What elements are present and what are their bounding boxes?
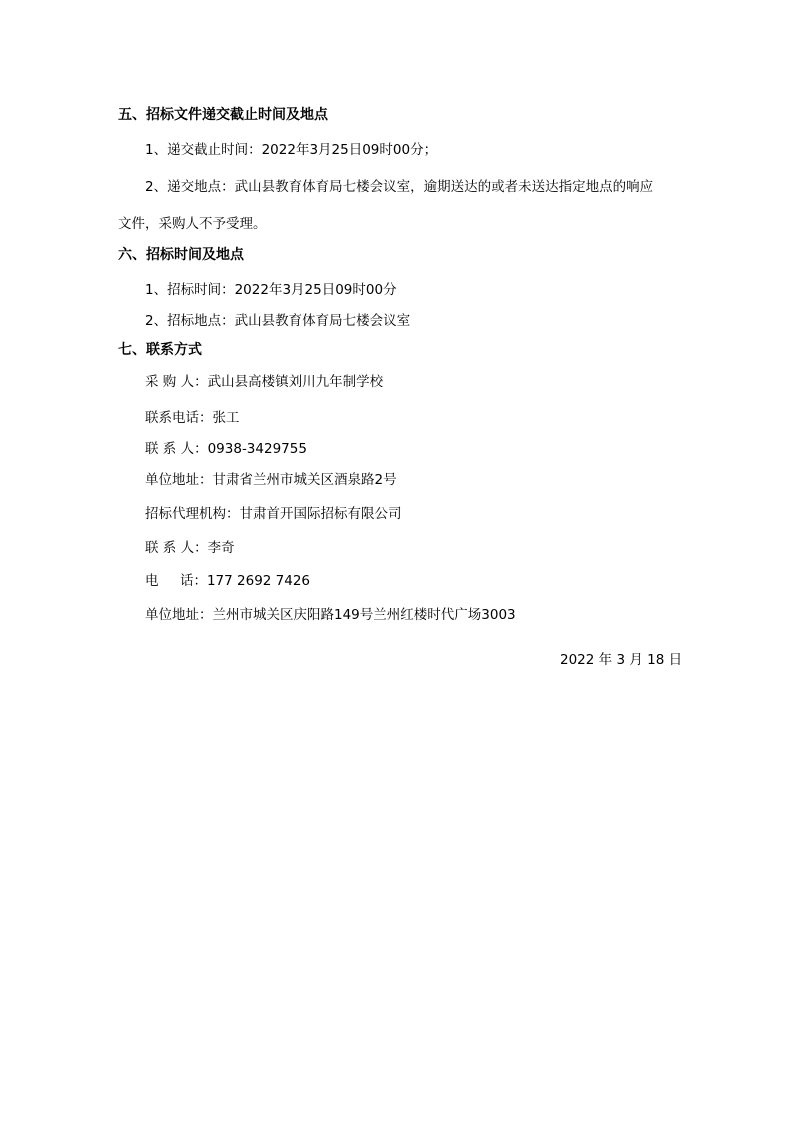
document-date: 2022 年 3 月 18 日 (560, 652, 683, 668)
bid-opening-time: 1、招标时间：2022年3月25日09时00分 (145, 282, 397, 298)
agency-address: 单位地址：兰州市城关区庆阳路149号兰州红楼时代广场3003 (145, 607, 516, 623)
section-7-heading: 七、联系方式 (118, 342, 202, 358)
agency-name: 招标代理机构：甘肃首开国际招标有限公司 (145, 506, 402, 522)
submission-deadline: 1、递交截止时间：2022年3月25日09时00分； (145, 142, 438, 158)
bid-opening-location: 2、招标地点：武山县教育体育局七楼会议室 (145, 313, 411, 329)
section-6-heading: 六、招标时间及地点 (118, 247, 244, 263)
section-5-heading: 五、招标文件递交截止时间及地点 (118, 107, 328, 123)
purchaser-name: 采 购 人：武山县高楼镇刘川九年制学校 (145, 374, 384, 390)
purchaser-phone: 联系电话：张工 (145, 410, 240, 426)
agency-phone: 电 话：177 2692 7426 (145, 573, 311, 589)
agency-contact: 联 系 人：李奇 (145, 540, 235, 556)
purchaser-address: 单位地址：甘肃省兰州市城关区酒泉路2号 (145, 472, 397, 488)
submission-location: 2、递交地点：武山县教育体育局七楼会议室，逾期送达的或者未送达指定地点的响应 (145, 179, 654, 195)
submission-location-continued: 文件，采购人不予受理。 (118, 216, 267, 232)
purchaser-contact: 联 系 人：0938-3429755 (145, 441, 307, 457)
